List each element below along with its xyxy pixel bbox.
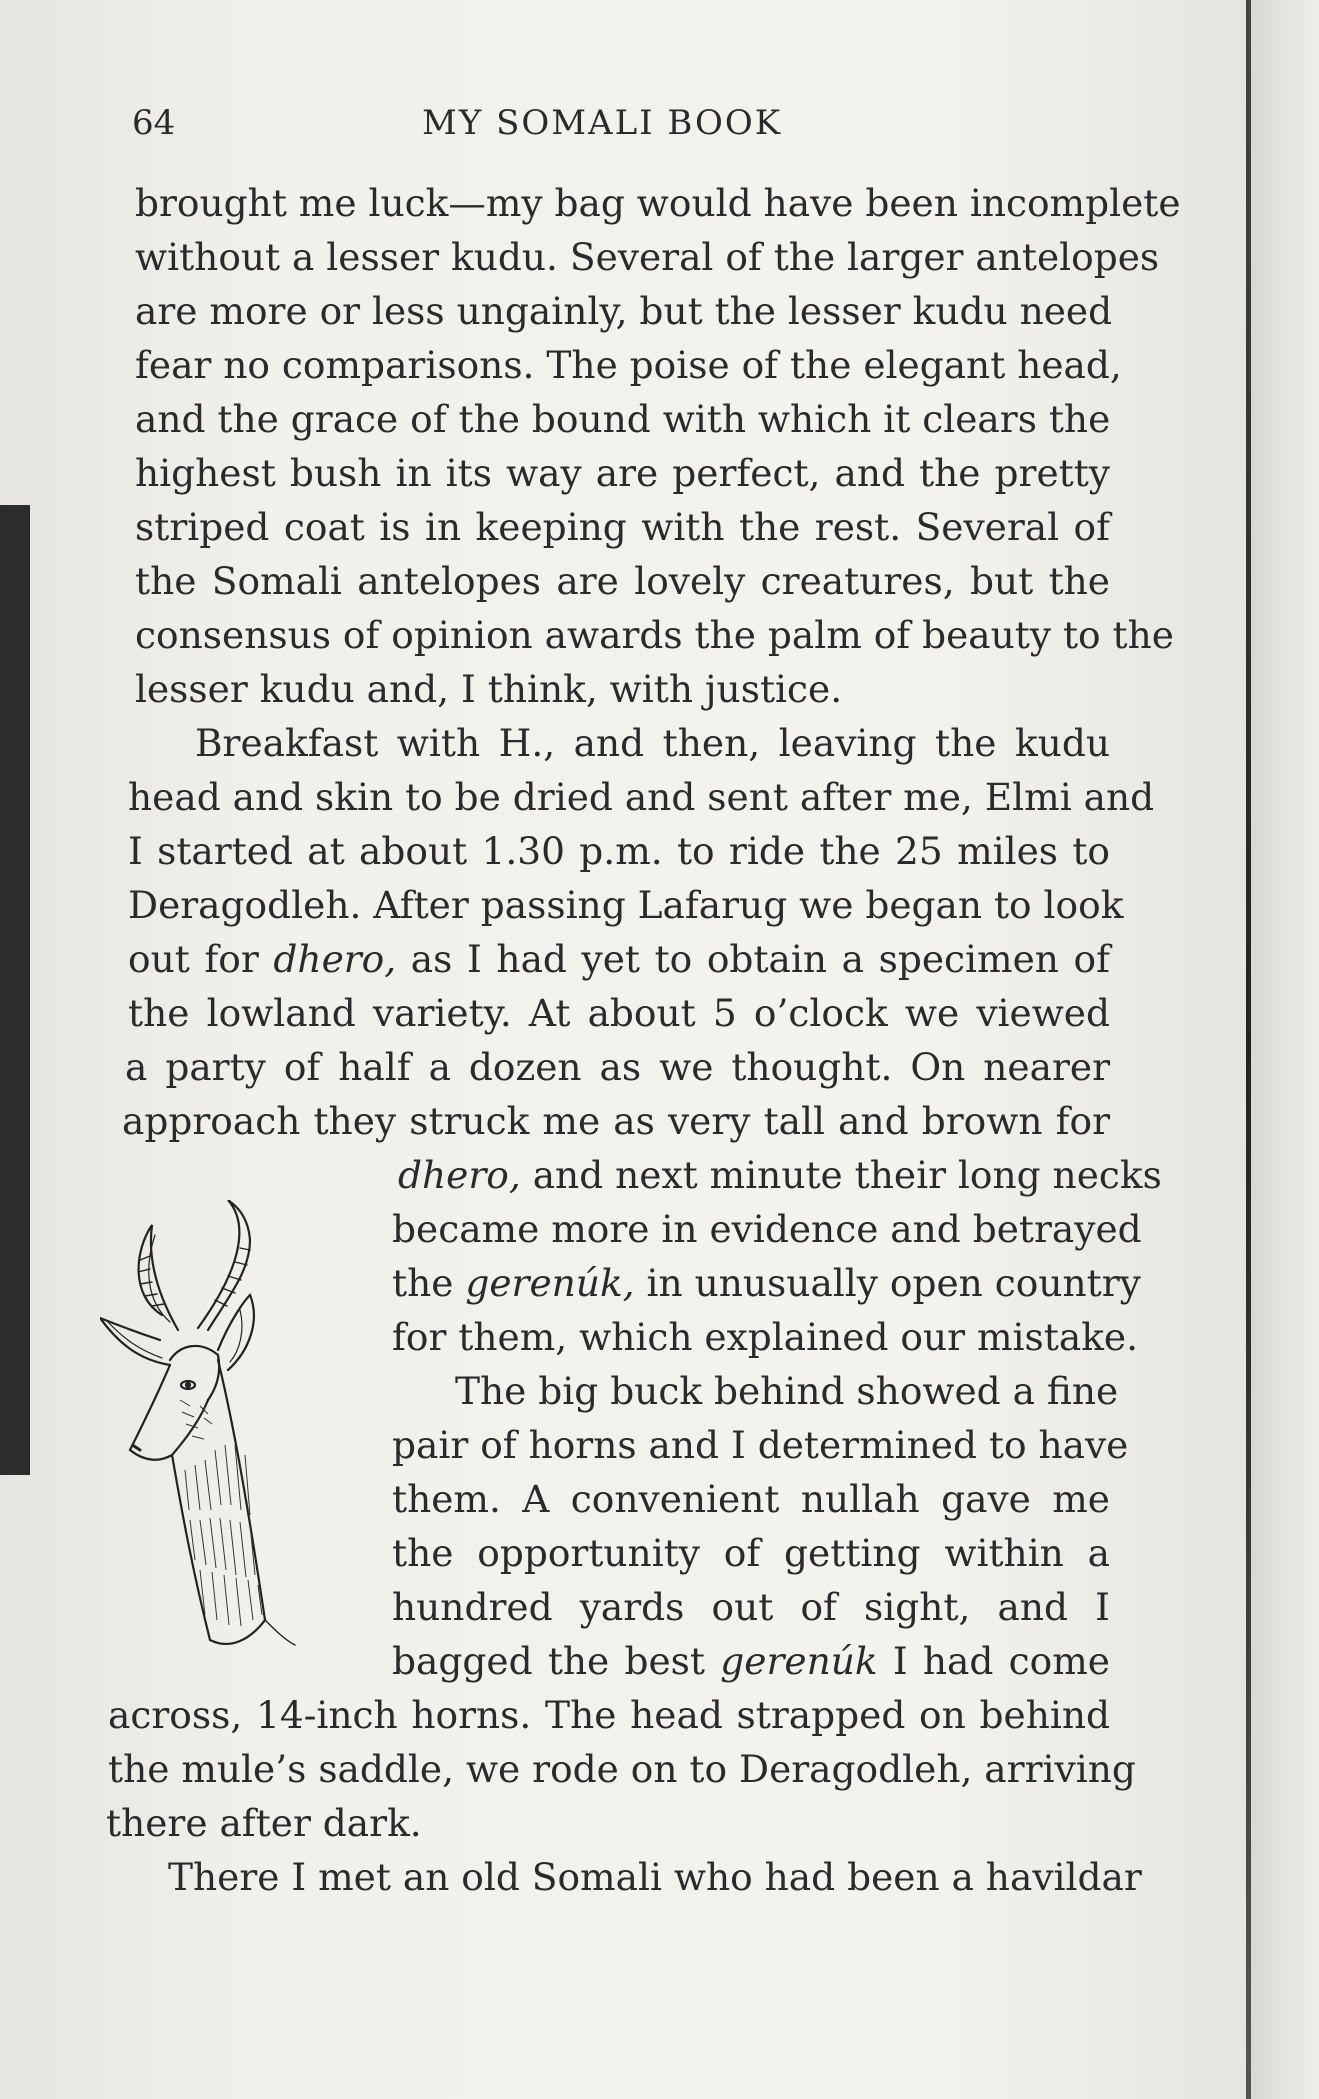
text-segment: there after dark.: [106, 1801, 422, 1845]
text-line: [128, 932, 1110, 986]
text-segment: consensus of opinion awards the palm of beauty to the: [135, 613, 1174, 657]
page-gutter: [1251, 0, 1319, 2099]
text-line: [128, 770, 1155, 824]
text-line: [108, 1742, 1136, 1796]
text-segment: Breakfast with H., and then, leaving the kudu: [195, 721, 1110, 765]
text-line: [125, 1040, 1110, 1094]
text-line: [392, 1526, 1110, 1580]
text-line: [135, 392, 1110, 446]
italic-term: gerenúk: [720, 1639, 878, 1683]
text-segment: The big buck behind showed a fine: [455, 1369, 1119, 1413]
text-line: [135, 176, 1181, 230]
text-segment: the: [392, 1261, 466, 1305]
text-line: [135, 500, 1110, 554]
text-line: [392, 1256, 1141, 1310]
text-line: [108, 1688, 1110, 1742]
text-line: [128, 878, 1124, 932]
text-line: [106, 1796, 422, 1850]
text-line: [135, 230, 1160, 284]
text-segment: Deragodleh. After passing Lafarug we began to look: [128, 883, 1124, 927]
text-segment: the opportunity of getting within a: [392, 1531, 1110, 1575]
italic-term: gerenúk,: [465, 1261, 635, 1305]
text-line: [392, 1418, 1129, 1472]
text-segment: approach they struck me as very tall and brown for: [122, 1099, 1110, 1143]
text-segment: as I had yet to obtain a specimen of: [396, 937, 1110, 981]
text-segment: the lowland variety. At about 5 o’clock we viewed: [128, 991, 1110, 1035]
text-segment: became more in evidence and betrayed: [392, 1207, 1142, 1251]
text-line: [128, 824, 1110, 878]
page-number: 64: [132, 103, 176, 143]
text-segment: lesser kudu and, I think, with justice.: [135, 667, 843, 711]
italic-term: dhero,: [273, 937, 397, 981]
text-segment: across, 14-inch horns. The head strapped on behind: [108, 1693, 1110, 1737]
text-segment: I had come: [877, 1639, 1110, 1683]
text-line: [135, 446, 1110, 500]
text-segment: and the grace of the bound with which it clears the: [135, 397, 1111, 441]
text-line: [455, 1364, 1119, 1418]
text-segment: and next minute their long necks: [520, 1153, 1162, 1197]
text-line: [398, 1148, 1162, 1202]
text-line: [135, 284, 1113, 338]
text-line: [135, 608, 1174, 662]
running-title: MY SOMALI BOOK: [422, 103, 783, 143]
text-segment: I started at about 1.30 p.m. to ride the 25 miles to: [128, 829, 1110, 873]
text-line: [392, 1310, 1138, 1364]
gerenuk-head-illustration: [100, 1200, 370, 1660]
page-header: [132, 103, 1112, 151]
text-segment: hundred yards out of sight, and I: [392, 1585, 1110, 1629]
adjacent-page-edge: [0, 505, 30, 1475]
text-segment: the mule’s saddle, we rode on to Deragodleh, arriving: [108, 1747, 1136, 1791]
text-line: [392, 1472, 1110, 1526]
text-segment: the Somali antelopes are lovely creatures, but the: [135, 559, 1110, 603]
text-segment: highest bush in its way are perfect, and the pretty: [135, 451, 1110, 495]
text-line: [135, 554, 1110, 608]
text-segment: fear no comparisons. The poise of the elegant head,: [135, 343, 1122, 387]
text-line: [392, 1634, 1110, 1688]
text-segment: without a lesser kudu. Several of the larger antelopes: [135, 235, 1160, 279]
text-segment: a party of half a dozen as we thought. On nearer: [125, 1045, 1110, 1089]
text-segment: out for: [128, 937, 274, 981]
binding-edge: [1246, 0, 1251, 2099]
text-line: [135, 338, 1122, 392]
text-line: [135, 662, 842, 716]
text-segment: them. A convenient nullah gave me: [392, 1477, 1110, 1521]
text-segment: head and skin to be dried and sent after me, Elmi and: [128, 775, 1155, 819]
text-line: [392, 1580, 1110, 1634]
text-segment: bagged the best: [392, 1639, 721, 1683]
text-line: [392, 1202, 1142, 1256]
text-line: [168, 1850, 1142, 1904]
text-segment: brought me luck—my bag would have been incomplete: [135, 181, 1181, 225]
italic-term: dhero,: [398, 1153, 521, 1197]
text-segment: for them, which explained our mistake.: [392, 1315, 1139, 1359]
text-line: [195, 716, 1110, 770]
text-segment: pair of horns and I determined to have: [392, 1423, 1129, 1467]
text-segment: striped coat is in keeping with the rest. Several of: [135, 505, 1110, 549]
text-line: [128, 986, 1110, 1040]
text-segment: are more or less ungainly, but the lesser kudu need: [135, 289, 1113, 333]
text-segment: There I met an old Somali who had been a havildar: [168, 1855, 1142, 1899]
text-line: [122, 1094, 1110, 1148]
text-segment: in unusually open country: [634, 1261, 1141, 1305]
